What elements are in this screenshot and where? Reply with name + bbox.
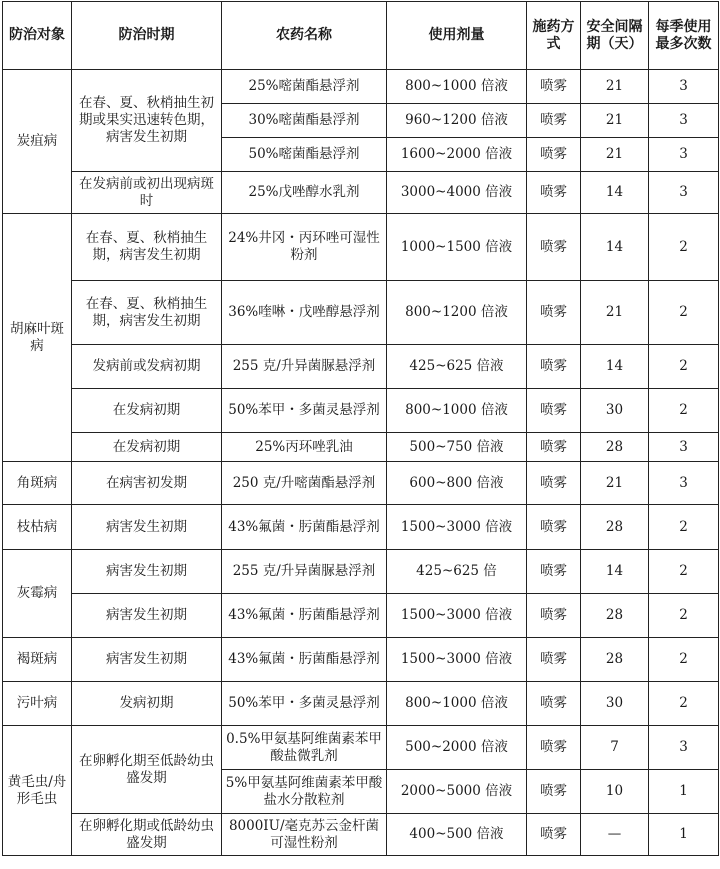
- interval-cell: 30: [581, 389, 649, 433]
- max-times-cell: 2: [649, 682, 719, 726]
- pesticide-cell: 43%氟菌・肟菌酯悬浮剂: [222, 638, 387, 682]
- header-method: 施药方式: [527, 2, 581, 70]
- dosage-cell: 400~500 倍液: [387, 814, 527, 856]
- disease-cell: 褐斑病: [3, 638, 72, 682]
- pesticide-cell: 43%氟菌・肟菌酯悬浮剂: [222, 505, 387, 550]
- dosage-cell: 800~1200 倍液: [387, 281, 527, 345]
- dosage-cell: 1500~3000 倍液: [387, 638, 527, 682]
- pesticide-cell: 50%苯甲・多菌灵悬浮剂: [222, 682, 387, 726]
- table-row: [3, 814, 719, 856]
- max-times-cell: 3: [649, 462, 719, 505]
- max-times-cell: 2: [649, 550, 719, 594]
- method-cell: 喷雾: [527, 389, 581, 433]
- dosage-cell: 1500~3000 倍液: [387, 594, 527, 638]
- method-cell: 喷雾: [527, 594, 581, 638]
- pesticide-table: [2, 1, 719, 856]
- method-cell: 喷雾: [527, 726, 581, 770]
- interval-cell: 30: [581, 682, 649, 726]
- table-row: [3, 726, 719, 770]
- period-cell: 在春、夏、秋梢抽生期，病害发生初期: [72, 214, 222, 281]
- max-times-cell: 2: [649, 638, 719, 682]
- pesticide-cell: 30%嘧菌酯悬浮剂: [222, 104, 387, 138]
- period-cell: 病害发生初期: [72, 505, 222, 550]
- method-cell: 喷雾: [527, 172, 581, 214]
- dosage-cell: 1600~2000 倍液: [387, 138, 527, 172]
- interval-cell: 21: [581, 138, 649, 172]
- max-times-cell: 2: [649, 594, 719, 638]
- header-period: 防治时期: [72, 2, 222, 70]
- period-cell: 发病前或发病初期: [72, 345, 222, 389]
- method-cell: 喷雾: [527, 104, 581, 138]
- period-cell: 病害发生初期: [72, 594, 222, 638]
- max-times-cell: 2: [649, 389, 719, 433]
- dosage-cell: 800~1000 倍液: [387, 682, 527, 726]
- dosage-cell: 2000~5000 倍液: [387, 770, 527, 814]
- dosage-cell: 600~800 倍液: [387, 462, 527, 505]
- method-cell: 喷雾: [527, 505, 581, 550]
- max-times-cell: 3: [649, 726, 719, 770]
- disease-cell: 污叶病: [3, 682, 72, 726]
- table-row: [3, 70, 719, 104]
- disease-cell: 胡麻叶斑病: [3, 214, 72, 462]
- pesticide-cell: 0.5%甲氨基阿维菌素苯甲酸盐微乳剂: [222, 726, 387, 770]
- pesticide-cell: 5%甲氨基阿维菌素苯甲酸盐水分散粒剂: [222, 770, 387, 814]
- pesticide-cell: 8000IU/毫克苏云金杆菌可湿性粉剂: [222, 814, 387, 856]
- disease-cell: 炭疽病: [3, 70, 72, 214]
- disease-cell: 灰霉病: [3, 550, 72, 638]
- dosage-cell: 800~1000 倍液: [387, 389, 527, 433]
- method-cell: 喷雾: [527, 70, 581, 104]
- interval-cell: 28: [581, 505, 649, 550]
- period-cell: 在病害初发期: [72, 462, 222, 505]
- header-row: [3, 2, 719, 70]
- max-times-cell: 1: [649, 814, 719, 856]
- method-cell: 喷雾: [527, 462, 581, 505]
- period-cell: 病害发生初期: [72, 638, 222, 682]
- disease-cell: 角斑病: [3, 462, 72, 505]
- dosage-cell: 1500~3000 倍液: [387, 505, 527, 550]
- pesticide-cell: 50%嘧菌酯悬浮剂: [222, 138, 387, 172]
- header-target: 防治对象: [3, 2, 72, 70]
- method-cell: 喷雾: [527, 138, 581, 172]
- interval-cell: 10: [581, 770, 649, 814]
- pesticide-cell: 50%苯甲・多菌灵悬浮剂: [222, 389, 387, 433]
- method-cell: 喷雾: [527, 682, 581, 726]
- interval-cell: 21: [581, 104, 649, 138]
- header-dosage: 使用剂量: [387, 2, 527, 70]
- interval-cell: 14: [581, 214, 649, 281]
- table-row: [3, 433, 719, 462]
- interval-cell: 14: [581, 345, 649, 389]
- table-row: [3, 550, 719, 594]
- interval-cell: 14: [581, 550, 649, 594]
- period-cell: 发病初期: [72, 682, 222, 726]
- max-times-cell: 2: [649, 505, 719, 550]
- pesticide-cell: 43%氟菌・肟菌酯悬浮剂: [222, 594, 387, 638]
- dosage-cell: 500~750 倍液: [387, 433, 527, 462]
- interval-cell: —: [581, 814, 649, 856]
- table-row: [3, 638, 719, 682]
- max-times-cell: 2: [649, 214, 719, 281]
- max-times-cell: 2: [649, 345, 719, 389]
- pesticide-cell: 255 克/升异菌脲悬浮剂: [222, 550, 387, 594]
- method-cell: 喷雾: [527, 281, 581, 345]
- pesticide-cell: 36%喹啉・戊唑醇悬浮剂: [222, 281, 387, 345]
- header-interval: 安全间隔期（天）: [581, 2, 649, 70]
- dosage-cell: 3000~4000 倍液: [387, 172, 527, 214]
- method-cell: 喷雾: [527, 214, 581, 281]
- max-times-cell: 3: [649, 172, 719, 214]
- period-cell: 在卵孵化期或低龄幼虫盛发期: [72, 814, 222, 856]
- interval-cell: 28: [581, 433, 649, 462]
- max-times-cell: 3: [649, 138, 719, 172]
- table-row: [3, 682, 719, 726]
- period-cell: 在发病初期: [72, 389, 222, 433]
- header-pesticide: 农药名称: [222, 2, 387, 70]
- disease-cell: 黄毛虫/舟形毛虫: [3, 726, 72, 856]
- method-cell: 喷雾: [527, 433, 581, 462]
- dosage-cell: 500~2000 倍液: [387, 726, 527, 770]
- dosage-cell: 800~1000 倍液: [387, 70, 527, 104]
- table-row: [3, 214, 719, 281]
- period-cell: 在春、夏、秋梢抽生初期或果实迅速转色期，病害发生初期: [72, 70, 222, 172]
- method-cell: 喷雾: [527, 814, 581, 856]
- header-max-times: 每季使用最多次数: [649, 2, 719, 70]
- period-cell: 在春、夏、秋梢抽生期，病害发生初期: [72, 281, 222, 345]
- method-cell: 喷雾: [527, 550, 581, 594]
- max-times-cell: 1: [649, 770, 719, 814]
- dosage-cell: 425~625 倍液: [387, 345, 527, 389]
- interval-cell: 21: [581, 462, 649, 505]
- period-cell: 病害发生初期: [72, 550, 222, 594]
- period-cell: 在发病前或初出现病斑时: [72, 172, 222, 214]
- max-times-cell: 2: [649, 281, 719, 345]
- max-times-cell: 3: [649, 433, 719, 462]
- interval-cell: 7: [581, 726, 649, 770]
- pesticide-cell: 25%丙环唑乳油: [222, 433, 387, 462]
- dosage-cell: 425~625 倍: [387, 550, 527, 594]
- method-cell: 喷雾: [527, 345, 581, 389]
- period-cell: 在卵孵化期至低龄幼虫盛发期: [72, 726, 222, 814]
- dosage-cell: 1000~1500 倍液: [387, 214, 527, 281]
- interval-cell: 14: [581, 172, 649, 214]
- method-cell: 喷雾: [527, 770, 581, 814]
- interval-cell: 28: [581, 594, 649, 638]
- pesticide-cell: 255 克/升异菌脲悬浮剂: [222, 345, 387, 389]
- interval-cell: 28: [581, 638, 649, 682]
- table-row: [3, 594, 719, 638]
- period-cell: 在发病初期: [72, 433, 222, 462]
- table-row: [3, 172, 719, 214]
- disease-cell: 枝枯病: [3, 505, 72, 550]
- table-row: [3, 281, 719, 345]
- pesticide-cell: 250 克/升嘧菌酯悬浮剂: [222, 462, 387, 505]
- interval-cell: 21: [581, 70, 649, 104]
- method-cell: 喷雾: [527, 638, 581, 682]
- table-row: [3, 462, 719, 505]
- max-times-cell: 3: [649, 104, 719, 138]
- pesticide-cell: 25%戊唑醇水乳剂: [222, 172, 387, 214]
- table-row: [3, 505, 719, 550]
- table-row: [3, 345, 719, 389]
- table-row: [3, 389, 719, 433]
- dosage-cell: 960~1200 倍液: [387, 104, 527, 138]
- interval-cell: 21: [581, 281, 649, 345]
- max-times-cell: 3: [649, 70, 719, 104]
- pesticide-cell: 24%井冈・丙环唑可湿性粉剂: [222, 214, 387, 281]
- pesticide-cell: 25%嘧菌酯悬浮剂: [222, 70, 387, 104]
